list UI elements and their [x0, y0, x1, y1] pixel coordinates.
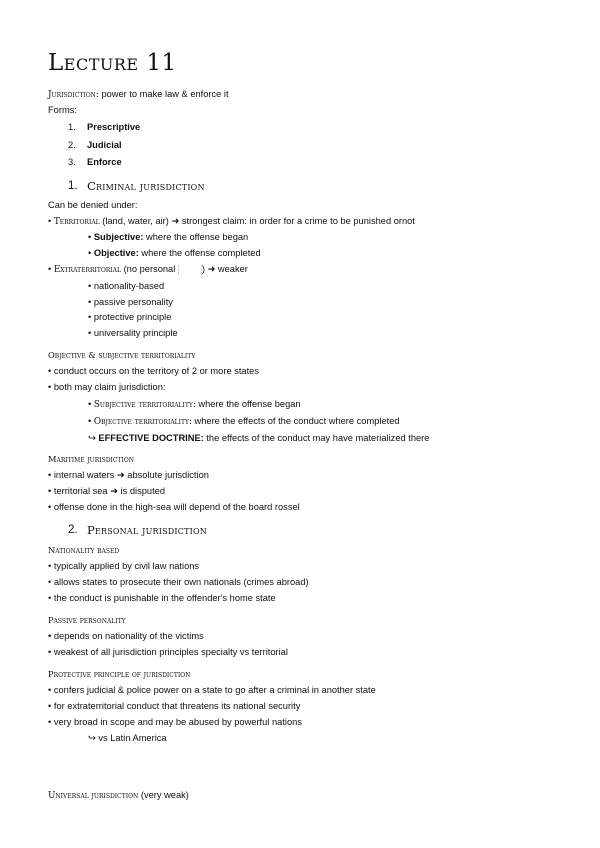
extra-item-text: passive personality [93, 297, 173, 307]
extraterritorial-text-after: ) ➜ weaker [201, 264, 248, 274]
bullet: • [88, 328, 92, 338]
form-enforce: Enforce [87, 157, 122, 167]
section-1-number: 1. [68, 180, 78, 192]
section-2-number: 2. [68, 524, 78, 536]
bullet: • [48, 216, 52, 226]
nationality-item [48, 576, 309, 588]
bullet: • [88, 416, 92, 426]
form-number-3: 3. [68, 157, 76, 167]
nationality-item [48, 560, 199, 572]
bullet: • [88, 281, 92, 291]
protective-item [48, 684, 376, 696]
extra-item-universality [88, 327, 178, 339]
territorial-label: Territorial [53, 217, 100, 227]
passive-item [48, 630, 204, 642]
universal-label: Universal jurisdiction [48, 791, 139, 801]
bullet: • [48, 502, 52, 512]
maritime-item [48, 469, 209, 481]
missing-glyph-placeholder [178, 265, 202, 275]
jurisdiction-text: power to make law & enforce it [98, 89, 229, 99]
nationality-item-text: allows states to prosecute their own nationals (crimes abroad) [53, 577, 309, 587]
bullet: • [88, 248, 92, 258]
form-judicial: Judicial [87, 140, 122, 150]
territorial-item [48, 215, 415, 228]
obj-terr-label: Objective territoriality: [93, 417, 192, 427]
extra-item-passive [88, 296, 173, 308]
obj-sub-item-text: conduct occurs on the territory of 2 or more states [53, 366, 259, 376]
effective-text: the effects of the conduct may have materialized there [203, 433, 430, 443]
obj-sub-item [48, 381, 165, 393]
bullet: • [48, 631, 52, 641]
objective-item [88, 247, 261, 259]
bullet: • [48, 561, 52, 571]
arrow-icon: ↪ [88, 433, 96, 443]
bullet: • [48, 382, 52, 392]
form-number-2: 2. [68, 140, 76, 150]
maritime-item-text: territorial sea ➜ is disputed [53, 486, 165, 496]
universal-text: (very weak) [138, 790, 189, 800]
nationality-item [48, 592, 276, 604]
extra-item-protective [88, 311, 171, 323]
bullet: • [88, 297, 92, 307]
maritime-item [48, 501, 300, 513]
subj-terr-label: Subjective territoriality: [93, 400, 196, 410]
form-prescriptive: Prescriptive [87, 122, 141, 132]
obj-sub-item [48, 365, 259, 377]
bullet: • [48, 486, 52, 496]
section-1-heading: Criminal jurisdiction [87, 179, 205, 193]
latin-america-item [88, 732, 167, 744]
protective-item-text: for extraterritorial conduct that threatens its national security [53, 701, 301, 711]
jurisdiction-label: Jurisdiction: [48, 90, 99, 100]
maritime-item [48, 485, 165, 497]
bullet: • [88, 399, 92, 409]
protective-item [48, 716, 302, 728]
subj-terr-text: where the offense began [195, 399, 301, 409]
nationality-heading: Nationality based [48, 545, 120, 555]
passive-item-text: depends on nationality of the victims [53, 631, 204, 641]
obj-terr-text: where the effects of the conduct where completed [191, 416, 400, 426]
jurisdiction-definition [48, 88, 229, 101]
objective-territoriality-item [88, 415, 400, 428]
extra-item-nationality [88, 280, 164, 292]
bullet: • [48, 717, 52, 727]
objective-label: Objective: [93, 248, 139, 258]
subjective-item [88, 231, 248, 243]
nationality-item-text: typically applied by civil law nations [53, 561, 200, 571]
obj-sub-item-text: both may claim jurisdiction: [53, 382, 166, 392]
arrow-icon: ↪ [88, 733, 96, 743]
bullet: • [48, 647, 52, 657]
maritime-item-text: internal waters ➜ absolute jurisdiction [53, 470, 209, 480]
extraterritorial-label: Extraterritorial [53, 265, 121, 275]
extraterritorial-text-before: (no personal [121, 264, 178, 274]
denied-label: Can be denied under: [48, 200, 138, 210]
bullet: • [48, 577, 52, 587]
extra-item-text: universality principle [93, 328, 178, 338]
forms-label: Forms: [48, 105, 77, 115]
protective-item-text: confers judicial & police power on a state to go after a criminal in another state [53, 685, 376, 695]
extra-item-text: nationality-based [93, 281, 165, 291]
subjective-text: where the offense began [143, 232, 249, 242]
protective-item [48, 700, 300, 712]
bullet: • [48, 593, 52, 603]
protective-heading: Protective principle of jurisdiction [48, 669, 191, 679]
bullet: • [48, 264, 52, 274]
objective-text: where the offense completed [138, 248, 261, 258]
section-2-heading: Personal jurisdiction [87, 523, 207, 537]
maritime-item-text: offense done in the high-sea will depend of the board rossel [53, 502, 300, 512]
protective-item-text: very broad in scope and may be abused by powerful nations [53, 717, 302, 727]
territorial-text: (land, water, air) ➜ strongest claim: in order for a crime to be punished ornot [99, 216, 415, 226]
bullet: • [48, 366, 52, 376]
latin-text: vs Latin America [95, 733, 167, 743]
obj-sub-heading: Objective & subjective territoriality [48, 350, 196, 360]
maritime-heading: Maritime jurisdiction [48, 454, 135, 464]
subjective-label: Subjective: [93, 232, 144, 242]
bullet: • [88, 312, 92, 322]
effective-label: EFFECTIVE DOCTRINE: [98, 433, 204, 443]
bullet: • [48, 701, 52, 711]
effective-doctrine-item [88, 432, 429, 444]
extra-item-text: protective principle [93, 312, 172, 322]
nationality-item-text: the conduct is punishable in the offender's home state [53, 593, 276, 603]
extraterritorial-item [48, 263, 248, 276]
passive-item-text: weakest of all jurisdiction principles specialty vs territorial [53, 647, 288, 657]
bullet: • [48, 470, 52, 480]
page-title: Lecture 11 [48, 50, 177, 76]
form-number-1: 1. [68, 122, 76, 132]
bullet: • [48, 685, 52, 695]
subjective-territoriality-item [88, 398, 301, 411]
passive-item [48, 646, 288, 658]
bullet: • [88, 232, 92, 242]
universal-jurisdiction-heading [48, 789, 189, 802]
passive-heading: Passive personality [48, 615, 126, 625]
